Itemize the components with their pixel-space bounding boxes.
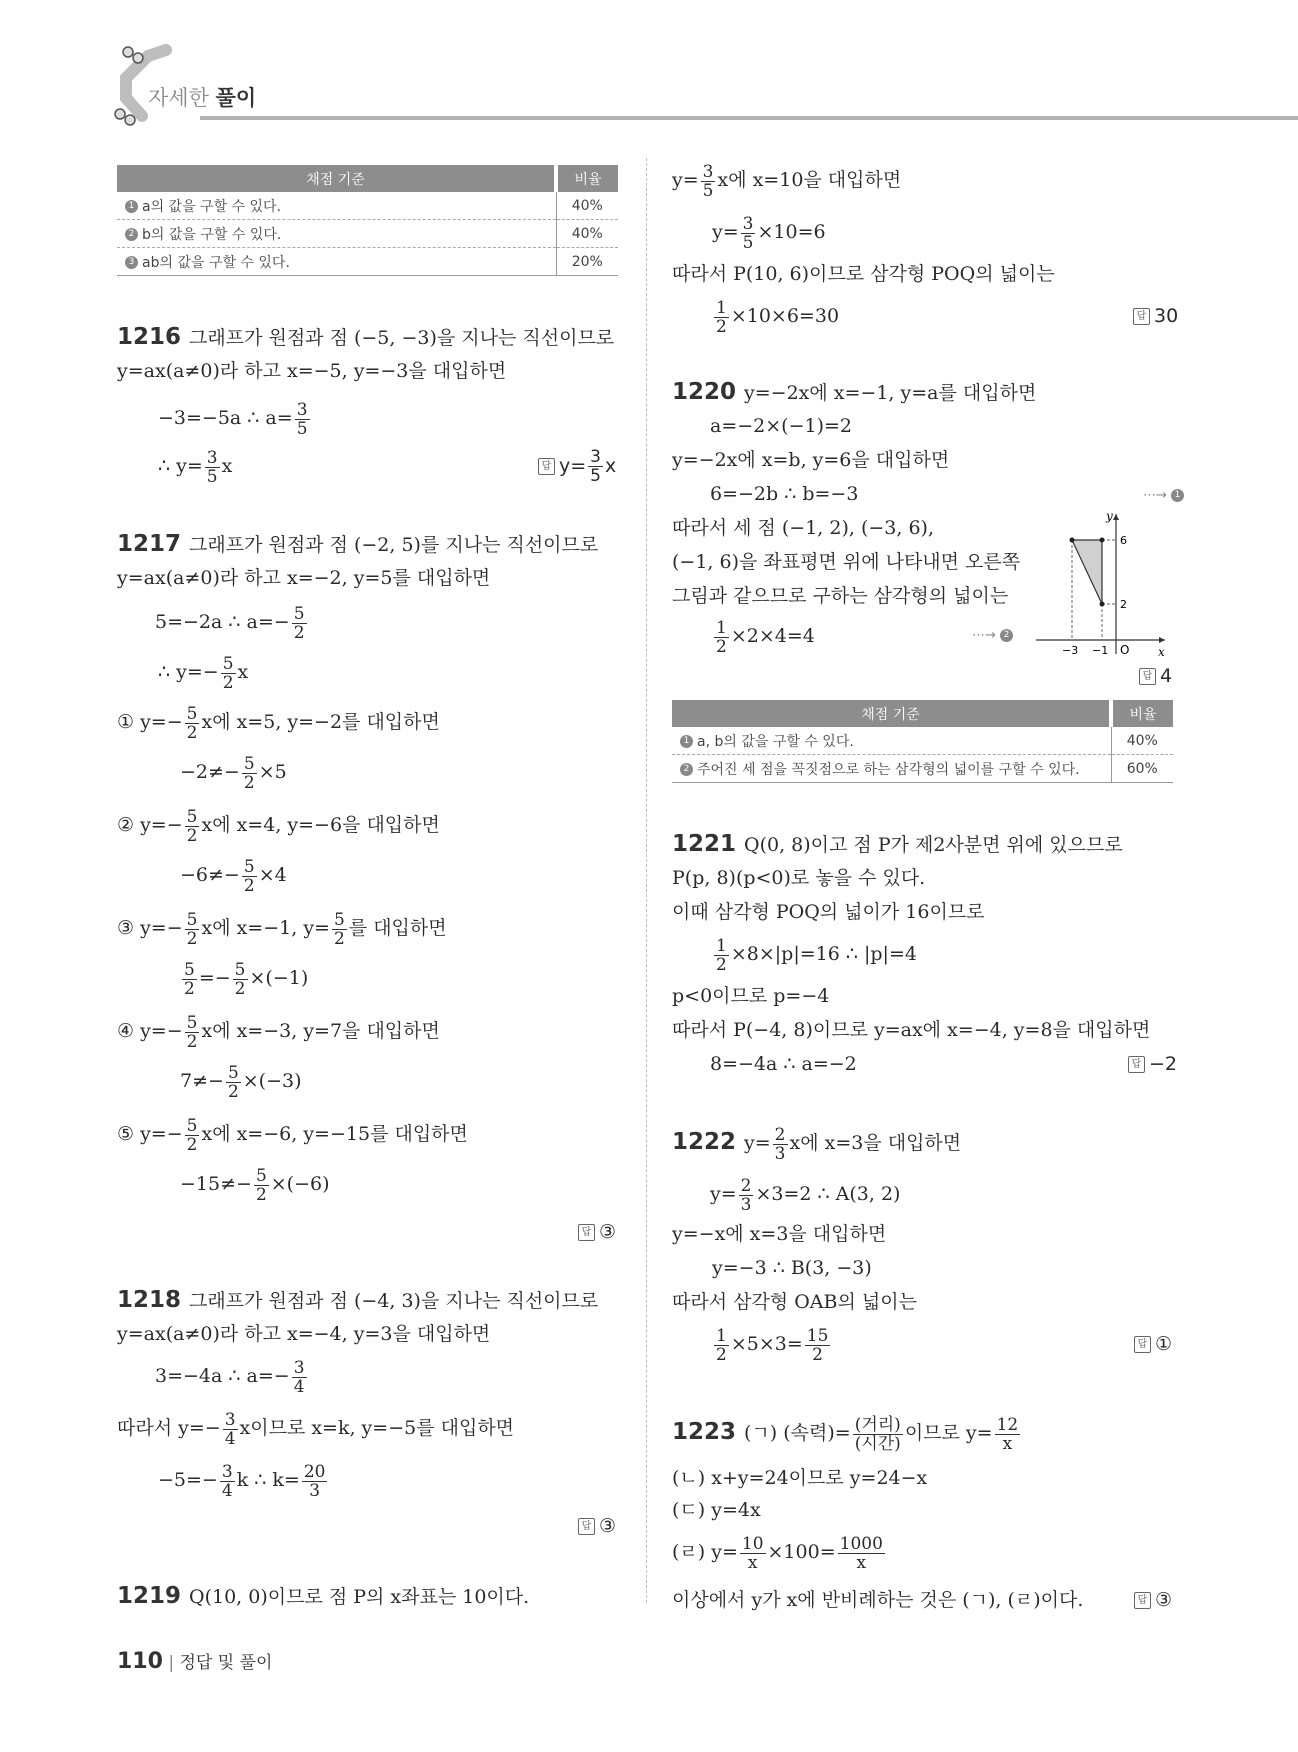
svg-text:y: y [1106,509,1113,523]
answer-icon: 답 [1134,1592,1151,1609]
answer-1216: 답 y= $\frac{3}{5}$ x [538,446,616,486]
answer-1220: 답 4 [1139,662,1172,690]
answer-1219: 답 30 [1133,302,1178,330]
header-rule [200,116,1298,120]
svg-text:−1: −1 [1092,644,1109,657]
answer-icon: 답 [1139,668,1156,685]
footer-label: 정답 및 풀이 [179,1653,273,1673]
page-number: 110 [117,1649,163,1674]
answer-1222: 답 ① [1134,1330,1172,1358]
problem-number: 1219 [117,1583,182,1609]
problem-number: 1218 [117,1287,182,1313]
column-divider [646,158,647,1603]
step-marker-2: ⋯→ 2 [972,622,1017,650]
answer-icon: 답 [538,458,555,475]
triangle-shape [1072,540,1102,604]
answer-icon: 답 [578,1224,595,1241]
table-row: 1 a의 값을 구할 수 있다. 40% [117,192,618,220]
svg-text:O: O [1120,643,1130,657]
problem-number: 1216 [117,324,182,350]
problem-number: 1221 [672,831,737,857]
problem-number: 1220 [672,379,737,405]
scoring-table-2: 채점 기준 비율 1 a, b의 값을 구할 수 있다. 40% 2 주어진 세 점을 꼭짓점으로 하는 삼각형의 넓이를 구할 수 있다. 60% [672,700,1173,783]
page-footer: 110 | 정답 및 풀이 [117,1649,273,1674]
step-marker-1: ⋯→ 1 [1143,482,1188,510]
answer-1218: 답 ③ [578,1512,616,1540]
answer-icon: 답 [1133,308,1150,325]
table-row: 2 b의 값을 구할 수 있다. 40% [117,220,618,248]
svg-text:−3: −3 [1062,644,1079,657]
table-row: 3 ab의 값을 구할 수 있다. 20% [117,248,618,276]
answer-1223: 답 ③ [1134,1586,1172,1614]
problem-number: 1223 [672,1419,737,1445]
triangle-graph [1030,508,1170,658]
scoring-table-1 [117,165,618,276]
criteria-header: 채점 기준 [306,171,365,188]
table-row: 1 a, b의 값을 구할 수 있다. 40% [672,727,1173,755]
problem-number: 1217 [117,531,182,557]
problem-1219-intro: 1219 Q(10, 0)이므로 점 P의 x좌표는 10이다. [117,1583,530,1609]
svg-text:6: 6 [1120,534,1127,547]
problem-number: 1222 [672,1129,737,1155]
answer-icon: 답 [1134,1336,1151,1353]
answer-1217: 답 ③ [578,1218,616,1246]
svg-text:2: 2 [1120,598,1127,611]
svg-text:x: x [1158,645,1165,658]
answer-icon: 답 [1128,1056,1145,1073]
table-row: 2 주어진 세 점을 꼭짓점으로 하는 삼각형의 넓이를 구할 수 있다. 60% [672,755,1173,783]
page-title: 자세한 풀이 [148,86,257,110]
answer-icon: 답 [578,1518,595,1535]
ratio-header: 비율 [556,165,618,192]
answer-1221: 답 −2 [1128,1050,1177,1078]
